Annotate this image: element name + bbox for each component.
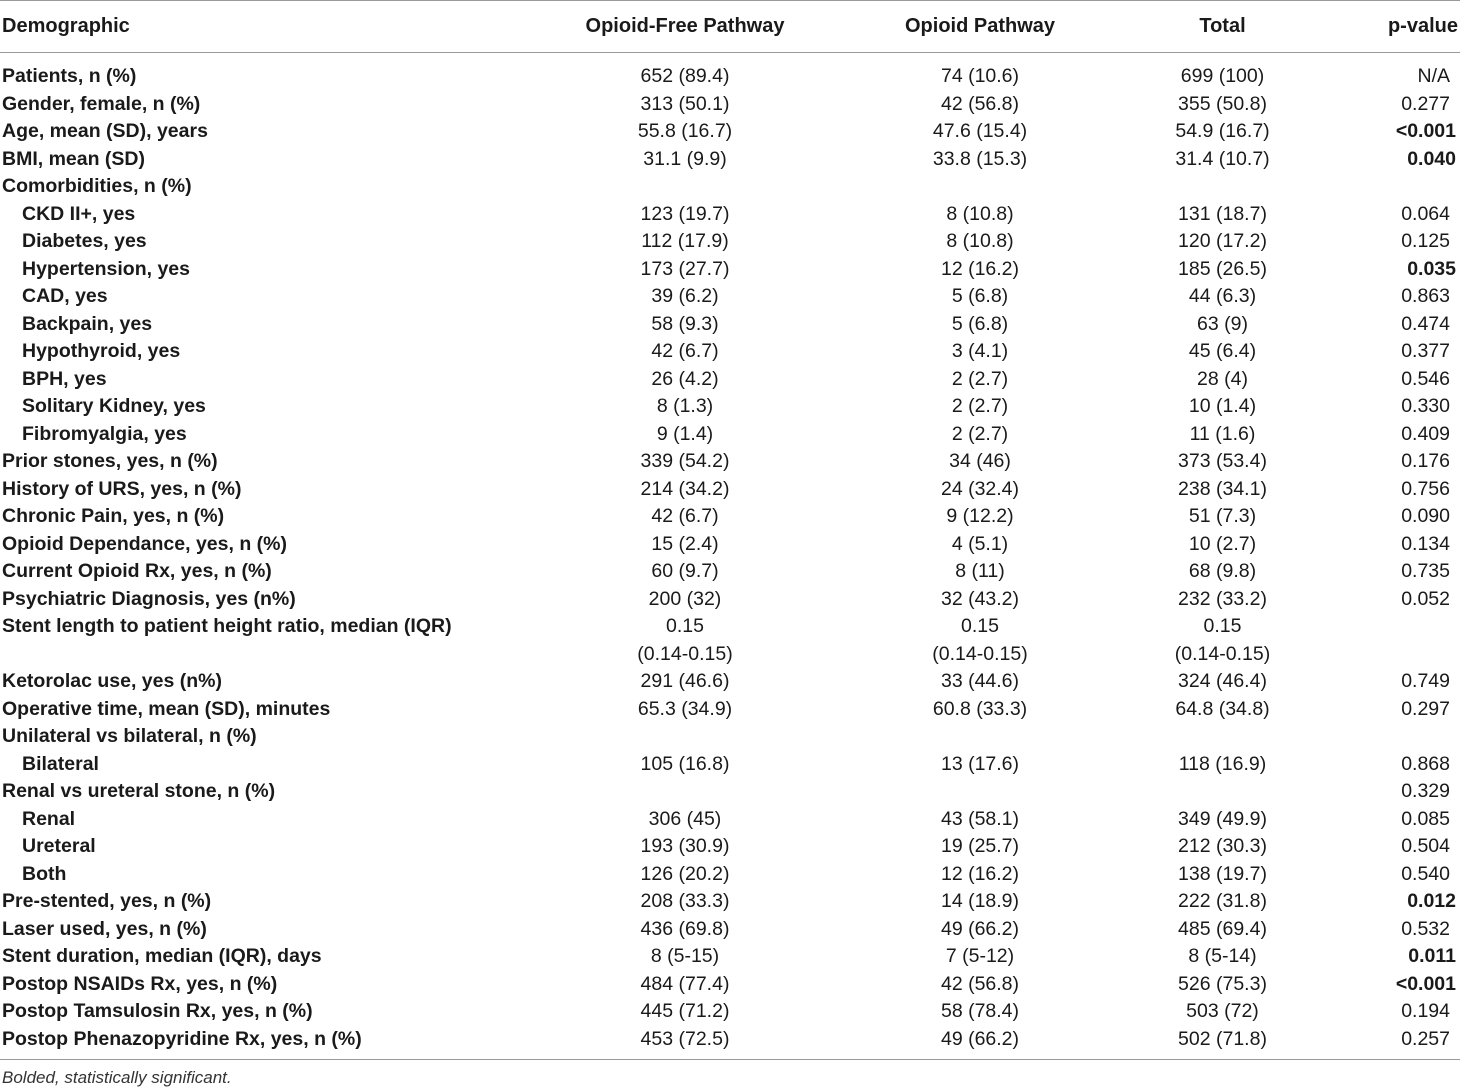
cell-opioid: 2 (2.7)	[951, 422, 1009, 445]
cell-opioid: 2 (2.7)	[951, 367, 1009, 390]
table-row	[0, 723, 1460, 751]
row-label: Postop Phenazopyridine Rx, yes, n (%)	[0, 1026, 520, 1060]
row-label: Renal vs ureteral stone, n (%)	[2, 780, 276, 803]
header-p-value: p-value	[1335, 1, 1460, 53]
cell-opioid: (0.14-0.15)	[932, 642, 1028, 665]
cell-p-value: 0.377	[1401, 340, 1450, 363]
cell-opioid: 2 (2.7)	[951, 395, 1009, 418]
cell-opioid	[850, 173, 1110, 201]
row-label: Operative time, mean (SD), minutes	[2, 697, 331, 720]
cell-opioid-free: 313 (50.1)	[640, 92, 730, 115]
cell-p-value	[1335, 641, 1460, 669]
cell-total: 238 (34.1)	[1178, 477, 1267, 500]
cell-opioid: 9 (12.2)	[946, 505, 1014, 528]
cell-total: 373 (53.4)	[1178, 450, 1267, 473]
cell-p-value: 0.125	[1401, 230, 1450, 253]
cell-opioid: 49 (66.2)	[940, 917, 1020, 940]
cell-opioid-free: 123 (19.7)	[640, 202, 730, 225]
row-label: BMI, mean (SD)	[2, 147, 146, 170]
cell-opioid: 13 (17.6)	[940, 752, 1020, 775]
row-label: Renal	[22, 807, 76, 830]
cell-opioid: 49 (66.2)	[850, 1026, 1110, 1060]
table-row	[0, 943, 1460, 971]
cell-opioid-free: 126 (20.2)	[640, 862, 730, 885]
cell-total: 232 (33.2)	[1178, 587, 1267, 610]
header-opioid-pathway: Opioid Pathway	[850, 1, 1110, 53]
cell-total: 355 (50.8)	[1178, 92, 1267, 115]
table-row	[0, 283, 1460, 311]
row-label: Fibromyalgia, yes	[22, 422, 187, 445]
row-label: Laser used, yes, n (%)	[2, 917, 207, 940]
row-label: Backpain, yes	[22, 312, 153, 335]
cell-total: 0.15	[1203, 615, 1242, 638]
row-label: Chronic Pain, yes, n (%)	[2, 505, 225, 528]
row-label: Postop Tamsulosin Rx, yes, n (%)	[2, 1000, 313, 1023]
table-row	[0, 173, 1460, 201]
cell-total	[1110, 723, 1335, 751]
row-label: Postop NSAIDs Rx, yes, n (%)	[2, 972, 278, 995]
table-row	[0, 338, 1460, 366]
cell-p-value: 0.134	[1401, 532, 1450, 555]
table-row	[0, 53, 1460, 91]
row-label: Unilateral vs bilateral, n (%)	[2, 725, 257, 748]
cell-opioid-free: 8 (1.3)	[656, 395, 714, 418]
cell-p-value: 0.064	[1401, 202, 1450, 225]
cell-p-value: 0.868	[1401, 752, 1450, 775]
cell-opioid: 3 (4.1)	[951, 340, 1009, 363]
cell-total: 68 (9.8)	[1188, 560, 1257, 583]
table-row	[0, 256, 1460, 284]
cell-opioid: 0.15	[961, 615, 999, 638]
row-label: Pre-stented, yes, n (%)	[2, 890, 212, 913]
cell-opioid: 7 (5-12)	[945, 945, 1015, 968]
cell-opioid: 34 (46)	[949, 450, 1011, 473]
cell-p-value: 0.532	[1401, 917, 1450, 940]
header-total: Total	[1110, 1, 1335, 53]
cell-p-value: 0.090	[1401, 505, 1450, 528]
cell-opioid-free: 105 (16.8)	[640, 752, 730, 775]
cell-total: 10 (1.4)	[1188, 395, 1257, 418]
cell-opioid: 24 (32.4)	[940, 477, 1020, 500]
table-row	[0, 366, 1460, 394]
cell-opioid: 5 (6.8)	[951, 312, 1009, 335]
cell-opioid-free: 26 (4.2)	[651, 367, 719, 390]
table-row	[0, 393, 1460, 421]
header-row	[0, 1, 1460, 53]
table-row	[0, 888, 1460, 916]
cell-opioid-free: 42 (6.7)	[651, 505, 719, 528]
cell-p-value: 0.735	[1401, 560, 1450, 583]
cell-total	[1110, 778, 1335, 806]
table-row	[0, 613, 1460, 641]
cell-total: (0.14-0.15)	[1174, 642, 1271, 665]
cell-opioid: 33 (44.6)	[940, 670, 1020, 693]
cell-opioid-free	[520, 778, 850, 806]
table-row	[0, 778, 1460, 806]
cell-opioid-free: 291 (46.6)	[640, 670, 730, 693]
cell-p-value: 0.176	[1401, 450, 1450, 473]
cell-opioid-free: 0.15	[666, 615, 704, 638]
table-row	[0, 833, 1460, 861]
row-label: Comorbidities, n (%)	[2, 175, 192, 198]
table-row	[0, 861, 1460, 889]
cell-total: 54.9 (16.7)	[1175, 120, 1270, 143]
cell-opioid-free	[520, 723, 850, 751]
cell-opioid-free: 306 (45)	[648, 807, 722, 830]
cell-opioid-free: 58 (9.3)	[651, 312, 719, 335]
cell-opioid-free: 15 (2.4)	[651, 532, 719, 555]
cell-total: 120 (17.2)	[1178, 230, 1267, 253]
cell-p-value: 0.330	[1401, 395, 1450, 418]
cell-p-value: 0.504	[1401, 835, 1450, 858]
cell-p-value: 0.540	[1401, 862, 1450, 885]
row-label: Patients, n (%)	[2, 65, 137, 88]
cell-p-value: 0.011	[1408, 945, 1456, 968]
cell-opioid	[850, 723, 1110, 751]
cell-total: 44 (6.3)	[1188, 285, 1257, 308]
cell-p-value: 0.257	[1335, 1026, 1460, 1060]
cell-opioid-free: 652 (89.4)	[640, 65, 730, 88]
cell-total	[1110, 173, 1335, 201]
cell-p-value: 0.035	[1407, 257, 1456, 280]
cell-p-value: 0.085	[1401, 807, 1450, 830]
cell-p-value: 0.012	[1407, 890, 1456, 913]
cell-opioid: 8 (10.8)	[946, 230, 1014, 253]
table-row	[0, 916, 1460, 944]
cell-opioid: 8 (11)	[955, 560, 1005, 583]
table-row	[0, 558, 1460, 586]
cell-opioid-free: 42 (6.7)	[651, 340, 719, 363]
cell-opioid-free: 55.8 (16.7)	[637, 120, 733, 143]
cell-opioid-free: 339 (54.2)	[640, 450, 730, 473]
cell-total: 45 (6.4)	[1188, 340, 1257, 363]
cell-opioid-free: 60 (9.7)	[651, 560, 719, 583]
cell-total: 138 (19.7)	[1178, 862, 1267, 885]
row-label: History of URS, yes, n (%)	[2, 477, 242, 500]
cell-opioid: 60.8 (33.3)	[932, 697, 1028, 720]
table-body	[0, 53, 1460, 1060]
table-footnote: Bolded, statistically significant.	[2, 1068, 232, 1087]
cell-opioid: 5 (6.8)	[951, 285, 1009, 308]
cell-p-value: 0.546	[1401, 367, 1450, 390]
cell-total: 349 (49.9)	[1178, 807, 1267, 830]
table-row	[0, 448, 1460, 476]
table-row	[0, 503, 1460, 531]
table-row	[0, 476, 1460, 504]
table-row	[0, 311, 1460, 339]
cell-opioid-free: 445 (71.2)	[640, 1000, 730, 1023]
table-row	[0, 696, 1460, 724]
cell-opioid: 8 (10.8)	[946, 202, 1014, 225]
cell-opioid: 74 (10.6)	[940, 65, 1020, 88]
row-label: Psychiatric Diagnosis, yes (n%)	[2, 587, 296, 610]
table-row	[0, 586, 1460, 614]
cell-opioid: 42 (56.8)	[940, 972, 1020, 995]
cell-p-value: 0.756	[1401, 477, 1450, 500]
cell-total: 324 (46.4)	[1178, 670, 1267, 693]
cell-opioid: 58 (78.4)	[940, 1000, 1020, 1023]
row-label: Hypertension, yes	[22, 257, 190, 280]
cell-opioid-free: 39 (6.2)	[651, 285, 719, 308]
cell-p-value: 0.749	[1401, 670, 1450, 693]
cell-total: 51 (7.3)	[1188, 505, 1257, 528]
cell-opioid-free: 453 (72.5)	[520, 1026, 850, 1060]
cell-p-value: 0.474	[1401, 312, 1450, 335]
table-row	[0, 201, 1460, 229]
row-label: Diabetes, yes	[22, 230, 147, 253]
row-label: Age, mean (SD), years	[2, 120, 208, 143]
cell-p-value: <0.001	[1395, 972, 1456, 995]
row-label: CAD, yes	[22, 285, 108, 308]
cell-p-value: 0.863	[1401, 285, 1450, 308]
row-label: Hypothyroid, yes	[22, 340, 181, 363]
cell-p-value	[1335, 613, 1460, 641]
table-row	[0, 531, 1460, 559]
cell-total: 31.4 (10.7)	[1175, 147, 1270, 170]
row-label: CKD II+, yes	[22, 202, 136, 225]
cell-opioid: 33.8 (15.3)	[932, 147, 1028, 170]
header-demographic: Demographic	[0, 1, 520, 53]
cell-opioid: 14 (18.9)	[940, 890, 1020, 913]
cell-total: 212 (30.3)	[1178, 835, 1267, 858]
table-row	[0, 146, 1460, 174]
header-opioid-free-pathway: Opioid-Free Pathway	[520, 1, 850, 53]
cell-opioid-free: 9 (1.4)	[656, 422, 714, 445]
table-row	[0, 118, 1460, 146]
row-label: Ketorolac use, yes (n%)	[2, 670, 222, 693]
cell-opioid-free: 208 (33.3)	[640, 890, 730, 913]
row-label: Stent duration, median (IQR), days	[2, 945, 322, 968]
cell-total: 185 (26.5)	[1178, 257, 1267, 280]
cell-opioid-free	[520, 173, 850, 201]
cell-opioid-free: 173 (27.7)	[640, 257, 730, 280]
row-label: Current Opioid Rx, yes, n (%)	[2, 560, 272, 583]
cell-p-value: 0.409	[1401, 422, 1450, 445]
cell-opioid-free: 31.1 (9.9)	[643, 147, 727, 170]
row-label: Stent length to patient height ratio, median (IQR)	[2, 615, 452, 638]
cell-opioid: 42 (56.8)	[940, 92, 1020, 115]
cell-opioid: 32 (43.2)	[940, 587, 1020, 610]
cell-total: 10 (2.7)	[1188, 532, 1257, 555]
cell-total: 131 (18.7)	[1178, 202, 1267, 225]
cell-total: 118 (16.9)	[1178, 752, 1267, 775]
cell-total: 63 (9)	[1197, 312, 1248, 335]
cell-opioid-free: 200 (32)	[648, 587, 722, 610]
cell-p-value	[1335, 173, 1460, 201]
cell-p-value: <0.001	[1395, 120, 1456, 143]
cell-opioid-free: 65.3 (34.9)	[637, 697, 733, 720]
cell-opioid: 19 (25.7)	[940, 835, 1020, 858]
cell-p-value: N/A	[1417, 65, 1450, 88]
cell-p-value: 0.297	[1401, 697, 1450, 720]
cell-total: 222 (31.8)	[1178, 890, 1267, 913]
cell-total: 526 (75.3)	[1178, 972, 1267, 995]
table-row	[0, 91, 1460, 119]
cell-opioid: 12 (16.2)	[940, 862, 1020, 885]
cell-total: 11 (1.6)	[1189, 422, 1256, 445]
cell-p-value: 0.194	[1401, 1000, 1450, 1023]
row-label: Gender, female, n (%)	[2, 92, 201, 115]
row-label: Opioid Dependance, yes, n (%)	[2, 532, 287, 555]
cell-total: 699 (100)	[1180, 65, 1265, 88]
cell-total: 8 (5-14)	[1188, 945, 1257, 968]
cell-total: 64.8 (34.8)	[1175, 697, 1270, 720]
cell-total: 485 (69.4)	[1178, 917, 1267, 940]
cell-opioid: 47.6 (15.4)	[932, 120, 1028, 143]
row-label	[0, 641, 520, 669]
cell-total: 28 (4)	[1197, 367, 1248, 390]
row-label: BPH, yes	[22, 367, 107, 390]
table-row	[0, 421, 1460, 449]
cell-opioid-free: 193 (30.9)	[640, 835, 730, 858]
table-row	[0, 668, 1460, 696]
cell-opioid-free: 112 (17.9)	[641, 230, 729, 253]
row-label: Ureteral	[22, 835, 96, 858]
table-row	[0, 998, 1460, 1026]
cell-opioid-free: (0.14-0.15)	[637, 642, 733, 665]
cell-opioid: 12 (16.2)	[940, 257, 1020, 280]
table-row	[0, 228, 1460, 256]
row-label: Both	[22, 862, 67, 885]
row-label: Bilateral	[22, 752, 99, 775]
cell-p-value: 0.052	[1401, 587, 1450, 610]
cell-total: 503 (72)	[1186, 1000, 1259, 1023]
cell-opioid-free: 8 (5-15)	[650, 945, 720, 968]
table-row	[0, 1026, 1460, 1060]
table-row	[0, 751, 1460, 779]
table-row	[0, 971, 1460, 999]
cell-opioid: 43 (58.1)	[940, 807, 1020, 830]
cell-opioid-free: 214 (34.2)	[640, 477, 730, 500]
row-label: Solitary Kidney, yes	[22, 395, 206, 418]
table-row	[0, 806, 1460, 834]
cell-opioid	[850, 778, 1110, 806]
cell-total: 502 (71.8)	[1110, 1026, 1335, 1060]
cell-opioid-free: 484 (77.4)	[640, 972, 730, 995]
cell-opioid: 4 (5.1)	[951, 532, 1009, 555]
row-label: Prior stones, yes, n (%)	[2, 450, 218, 473]
cell-p-value	[1335, 723, 1460, 751]
cell-p-value: 0.277	[1401, 92, 1450, 115]
cell-opioid-free: 436 (69.8)	[640, 917, 730, 940]
cell-p-value: 0.040	[1407, 147, 1456, 170]
table-row	[0, 641, 1460, 669]
cell-p-value: 0.329	[1401, 780, 1450, 803]
